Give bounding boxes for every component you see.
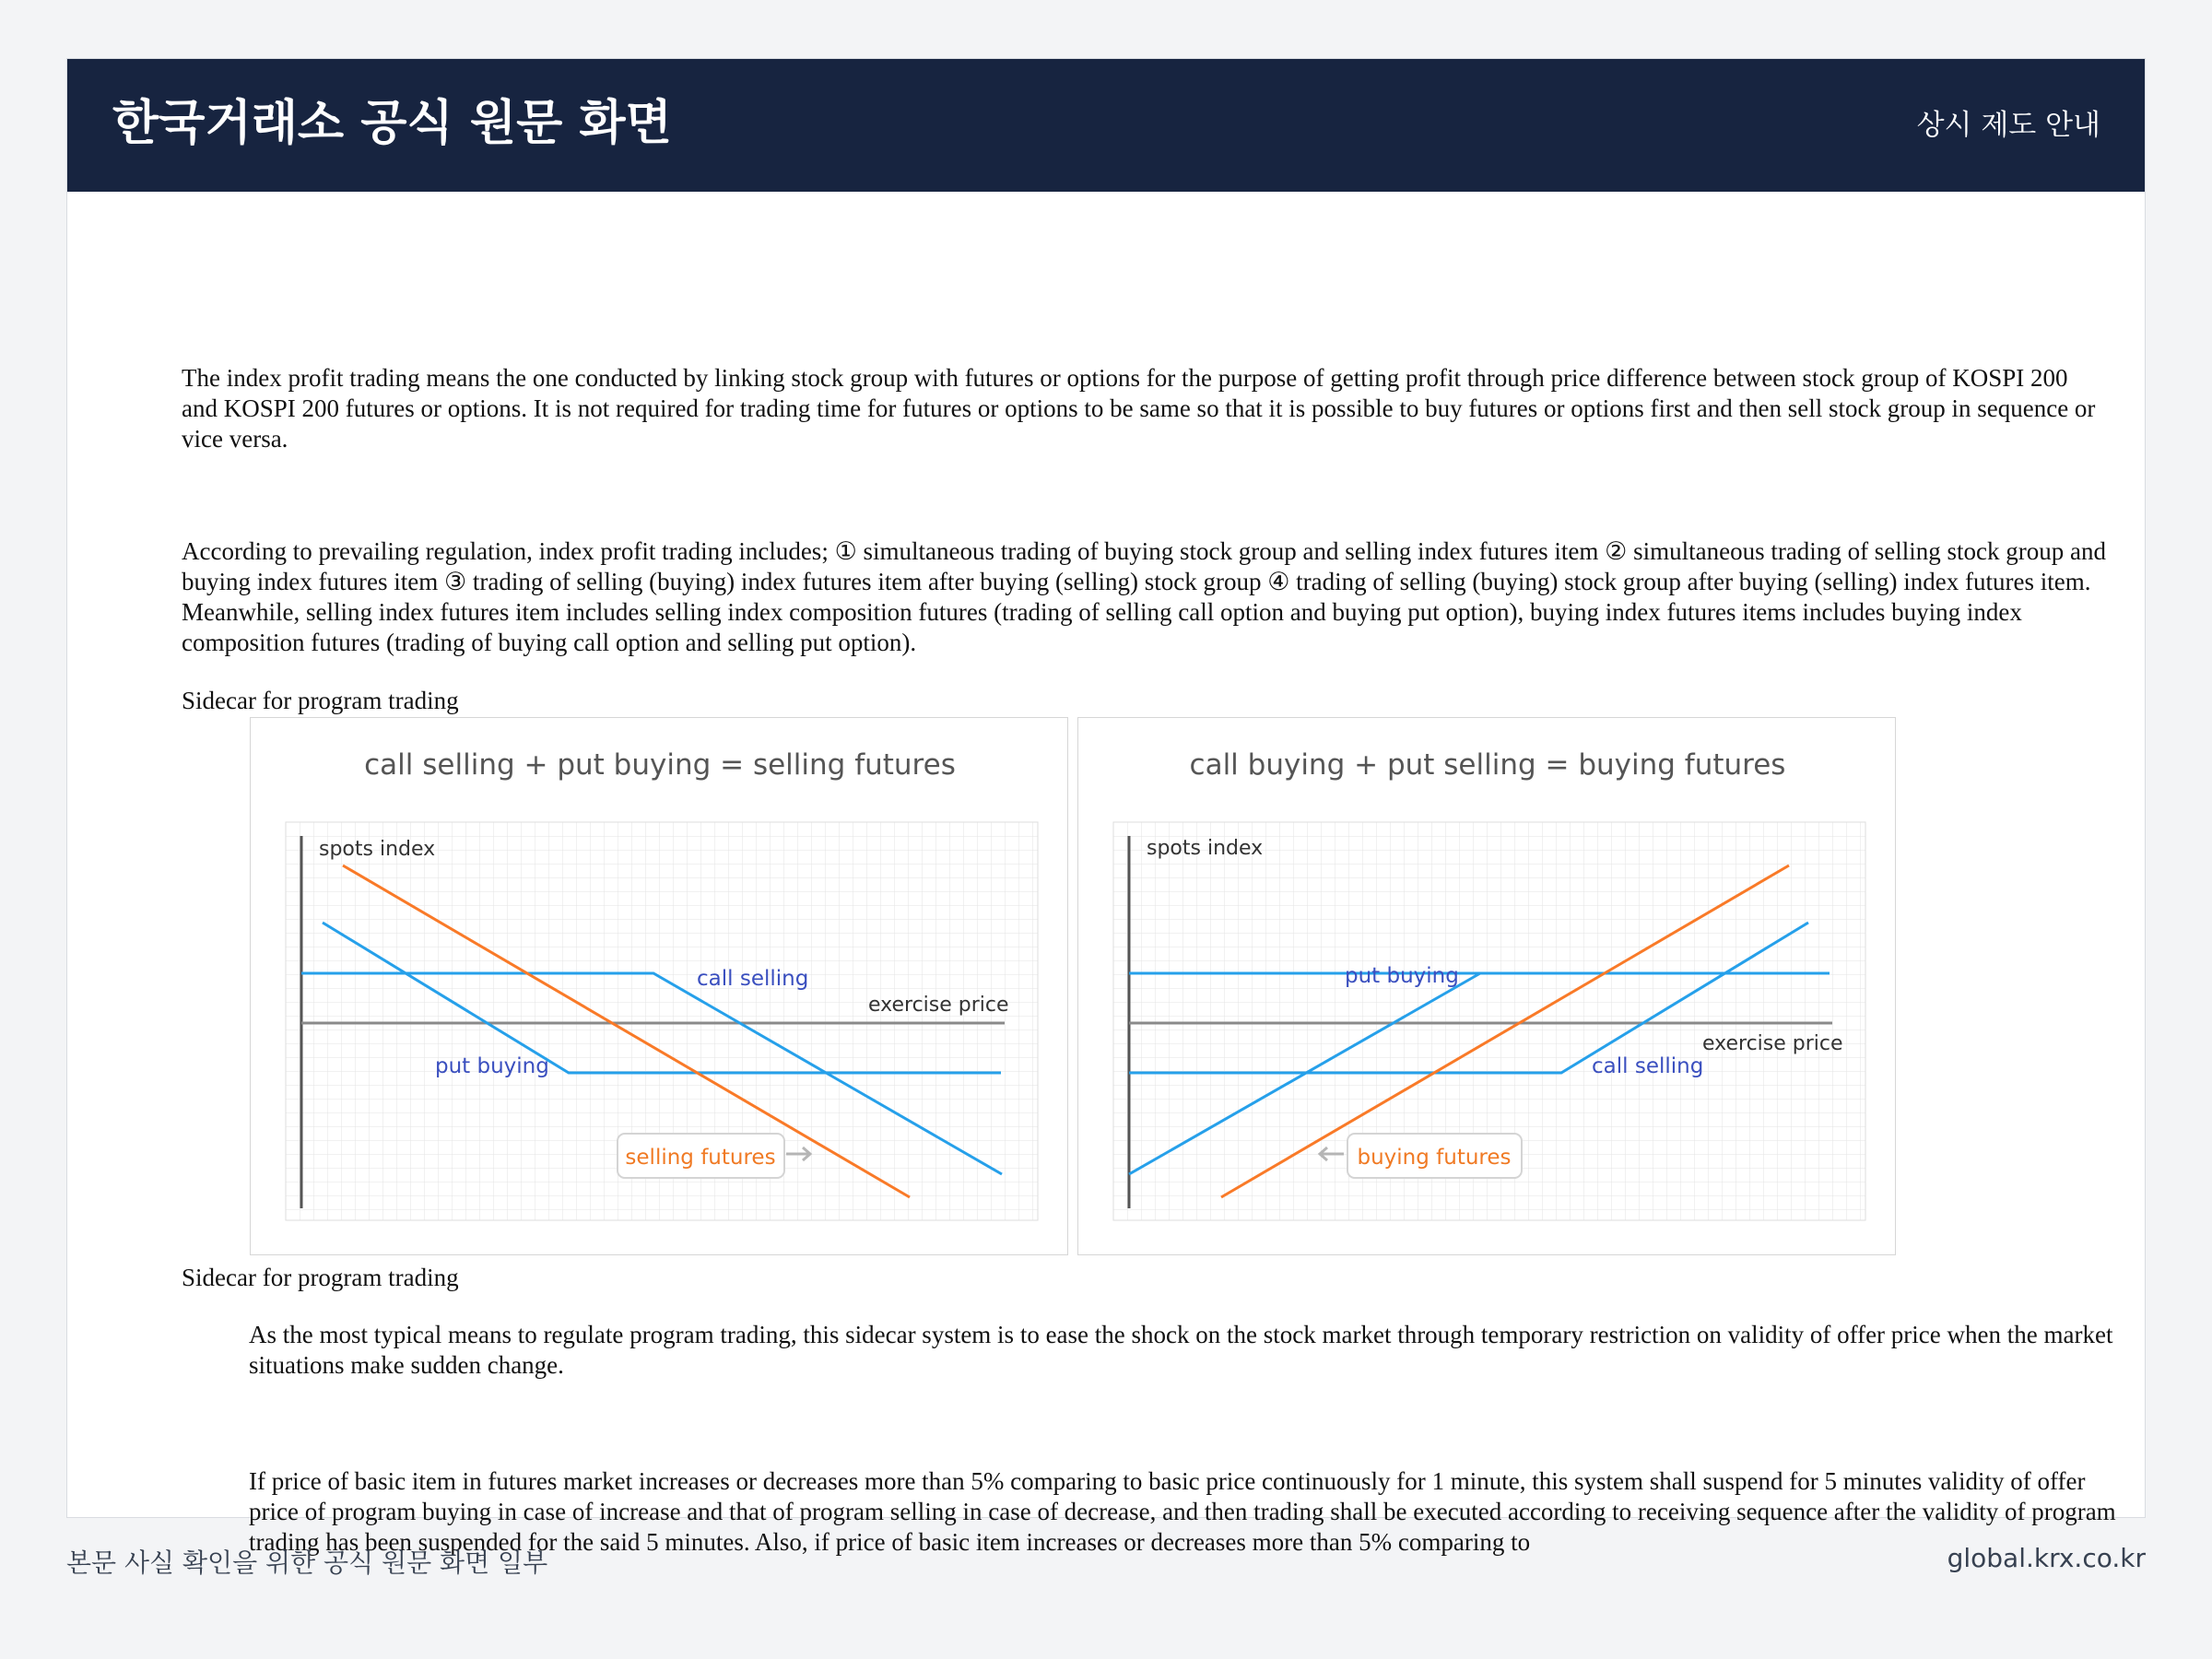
paragraph-index-profit: The index profit trading means the one conducted by linking stock group with futures or options for the purpose of getting profit through price difference between stock group of KOSPI 200 and KOSPI 200 futures or options. It is not required for trading time for futures or options to be same so that it is possible to buy futures or options first and then sell stock group in sequence or vice versa. (182, 364, 2096, 453)
page-title: 한국거래소 공식 원문 화면 (112, 96, 672, 151)
selling-futures-label: selling futures (625, 1146, 776, 1170)
exercise-price-label: exercise price (868, 994, 1009, 1017)
header-bar (67, 59, 2145, 192)
document-frame (66, 58, 2146, 1556)
axis-label: spots index (1147, 837, 1264, 860)
source-url: global.krx.co.kr (1947, 1543, 2146, 1573)
paragraph-regulation: According to prevailing regulation, index profit trading includes; ① simultaneous trading of buying stock group and selling index futures item ② simultaneous trading of selling stock group and buying index futures item ③ trading of selling (buying) index futures item after buying (selling) stock group ④ trading of selling (buying) stock group after buying (selling) index futures item. Meanwhile, selling index futures item includes selling index composition futures (trading of selling call option and buying put option), buying index futures items includes buying index composition futures (trading of buying call option and selling put option). (182, 537, 2107, 656)
put-buying-label: put buying (435, 1054, 549, 1078)
section-heading-sidecar: Sidecar for program trading (182, 687, 459, 714)
buying-futures-label: buying futures (1357, 1146, 1512, 1170)
figure-buying-futures (1077, 717, 1896, 1255)
figure-title: call buying + put selling = buying futures (1189, 748, 1786, 782)
paragraph-sidecar-purpose: As the most typical means to regulate program trading, this sidecar system is to ease the shock on the stock market through temporary restriction on validity of offer price when the market situations make sudden change. (249, 1321, 2113, 1379)
content-area (67, 192, 2145, 1556)
header-subtitle: 상시 제도 안내 (1916, 109, 2100, 142)
axis-label: spots index (319, 838, 436, 861)
figure-title: call selling + put buying = selling futures (364, 748, 956, 782)
exercise-price-label: exercise price (1702, 1032, 1843, 1055)
document-body (67, 192, 2145, 1556)
screenshot-caption: 본문 사실 확인을 위한 공식 원문 화면 일부 (66, 1547, 548, 1578)
section-heading-sidecar-2: Sidecar for program trading (182, 1264, 459, 1291)
figure-buying-futures-diagram (1078, 718, 1897, 1256)
paragraph-sidecar-rule: If price of basic item in futures market increases or decreases more than 5% comparing to basic price continuously for 1 minute, this system shall suspend for 5 minutes validity of offer price of program buying in case of increase and that of program selling in case of decrease, and then trading shall be executed according to receiving sequence after the validity of program trading has been suspended for the said 5 minutes. Also, if price of basic item increases or decreases more than 5% comparing to (249, 1467, 2116, 1556)
figure-selling-futures (250, 717, 1068, 1255)
call-selling-label: call selling (697, 967, 809, 991)
put-buying-label: put buying (1345, 964, 1459, 988)
call-selling-label: call selling (1592, 1054, 1704, 1078)
figure-selling-futures-diagram (251, 718, 1069, 1256)
